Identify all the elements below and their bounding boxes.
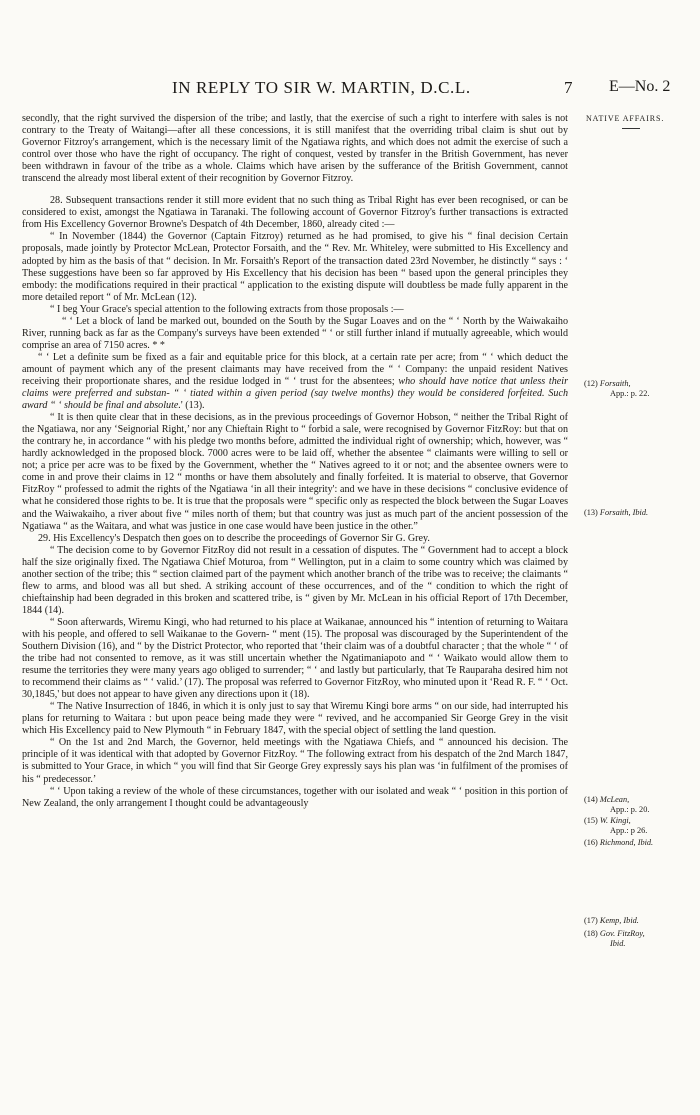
quoted-paragraph: “ On the 1st and 2nd March, the Governor, held meetings with the Ngatiawa Chiefs, and “ announced his decision. The principle of it was identical with that adopted by Governor FitzRoy. “ The following extract from his despatch of the 2nd March 1847, is submitted to Your Grace, in which “ you will find that Sir George Grey expressly says his plan was ‘in fulfilment of the promises of his “ predecessor.’ (22, 737, 568, 785)
margin-rule (622, 128, 640, 129)
note-source: Richmond, Ibid. (599, 838, 654, 847)
margin-note (584, 508, 694, 518)
page-header (0, 78, 700, 102)
quoted-paragraph: “ Soon afterwards, Wiremu Kingi, who had returned to his place at Waikanae, announced his “ intention of returning to Waitara with his people, and offered to sell Waikanae to the Govern- “ ment (15). The proposal was discouraged by the Superintendent of the Southern Division (16), and “ by the District Protector, who reported that ‘their claim was of a doubtful character ; that the whole “ ‘ of the tribe had not consented to remove, as it was still uncertain whether the Ngatimaniapoto and “ ‘ Waikato would allow them to resume the territories they were many years ago obliged to surrender; “ ‘ and lastly but particularly, that Te Rauparaha desired him not to recommend their claims as “ ‘ valid.’ (17). The proposal was referred to Governor FitzRoy, who minuted upon it ‘Read R. F. “ ‘ Oct. 30,1845,' but does not appear to have given any directions upon it (18). (22, 616, 568, 701)
margin-note (584, 795, 694, 814)
note-label: (13) (584, 508, 598, 517)
paragraph: 29. His Excellency's Despatch then goes on to describe the proceedings of Governor Sir G. Grey. (38, 532, 430, 544)
quoted-paragraph: “ The Native Insurrection of 1846, in which it is only just to say that Wiremu Kingi bore arms “ on our side, had interrupted his plans for returning to Waitara : but upon peace being made they were “ revived, and he accompanied Sir George Grey in the visit which His Excellency paid to New Plymouth “ in February 1847, with the special object of settling the land question. (22, 701, 568, 737)
note-source: Kemp, Ibid. (599, 916, 639, 925)
paragraph: secondly, that the right survived the dispersion of the tribe; and lastly, that the exercise of such a right to interfere with sales is not contrary to the Treaty of Waitangi—after all these concessions, it is still manifest that the overriding tribal claim is shut out by Governor Fitzroy's arrangement, which is the necessary limit of the Ngatiawa rights, and which does not admit the exercise of such a control over those who have the right of occupancy. The right of conquest, vested by transfer in the British Government, has never been withdrawn in favour of the tribe as a whole. Claims which have arisen by the sufferance of the British Government, cannot transcend the already most liberal extent of their recognition by Governor Fitzroy. (22, 113, 568, 185)
note-detail: App.: p. 20. (610, 804, 650, 814)
note-detail: App.: p. 22. (610, 388, 650, 398)
document-reference: E—No. 2 (609, 78, 671, 95)
margin-note (584, 816, 694, 835)
margin-section-title: NATIVE AFFAIRS. (586, 114, 665, 123)
quoted-paragraph: “ The decision come to by Governor FitzRoy did not result in a cessation of disputes. The “ Government had to accept a block half the size originally fixed. The Ngatiawa Chief Moturoa, from “ Wellington, put in a claim to some country which was claimed by another section of the tribe; this “ section claimed part of the payment which another branch of the tribe was to receive; the claimants “ flew to arms, and blood was all but shed. A striking account of these occurrences, and of the “ condition to which the right of chieftainship had been degraded in this broken and scattered tribe, is “ given by Mr. McLean in his official Report of 17th December, 1844 (14). (22, 544, 568, 616)
paragraph-text: “ ‘ Let a definite sum be fixed as a fair and equitable price for this block, at a certain rate per acre; from “ ‘ which deduct the amount of payment which any of the present claimants may have received from the “ ‘ Company: the unpaid resident Natives receiving their proportionate shares, and the residue lodged in “ ‘ trust for the absentees; (22, 351, 568, 387)
note-source: McLean, (599, 795, 630, 804)
note-source: Forsaith, (599, 379, 631, 388)
quoted-paragraph: “ I beg Your Grace's special attention to the following extracts from those proposals :— (50, 303, 404, 315)
quoted-paragraph (22, 352, 568, 412)
note-label: (17) (584, 916, 598, 925)
paragraph-emphasis: who should have notice that unless their claims were preferred and substan- “ ‘ tiated within a given period (say twelve months) they would be considered forfeited. Such award “ ‘ should be final and absolute. (22, 375, 568, 412)
note-label: (14) (584, 795, 598, 804)
note-source: Forsaith, Ibid. (599, 508, 649, 517)
margin-note (584, 929, 694, 948)
page-number: 7 (564, 78, 573, 97)
margin-note (584, 916, 694, 926)
quoted-paragraph: “ ‘ Let a block of land be marked out, bounded on the South by the Sugar Loaves and on the “ ‘ North by the Waiwakaiho River, running back as far as the Company's surveys have been extended “ ‘ or still further inland if mutually agreeable, which would comprise an area of 7150 acres. * * (22, 315, 568, 351)
note-label: (16) (584, 838, 598, 847)
quoted-paragraph: “ In November (1844) the Governor (Captain Fitzroy) returned as he had promised, to give his “ final decision Certain proposals, made jointly by Protector McLean, Protector Forsaith, and the “ Rev. Mr. Whiteley, were submitted to His Excellency and adopted by him as the basis of that “ decision. In Mr. Forsaith's Report of the transaction dated 23rd November, he distinctly “ says : ‘ These suggestions have been so far approved by His Excellency that his decision has been “ based upon the general principles they embody: the modifications required in their practical “ application to the existing dispute will doubtless be made fully apparent in the more detailed report “ of Mr. McLean (12). (22, 231, 568, 303)
note-source: Gov. FitzRoy, (599, 929, 645, 938)
note-label: (18) (584, 929, 598, 938)
document-body (22, 113, 568, 810)
paragraph: 28. Subsequent transactions render it still more evident that no such thing as Tribal Right has ever been recognised, or can be considered to exist, amongst the Ngatiawa in Taranaki. The following account of Governor Fitzroy's further transactions is extracted from His Excellency Governor Browne's Despatch of 4th December, 1860, already cited :— (22, 195, 568, 231)
note-source: W. Kingi, (599, 816, 631, 825)
page-title: IN REPLY TO SIR W. MARTIN, D.C.L. (172, 78, 471, 97)
margin-note (584, 838, 694, 848)
quoted-paragraph: “ ‘ Upon taking a review of the whole of these circumstances, together with our isolated and weak “ ‘ position in this portion of New Zealand, the only arrangement I thought could be advantageously (22, 785, 568, 809)
note-detail: App.: p 26. (610, 825, 648, 835)
note-label: (12) (584, 379, 598, 388)
paragraph-tail: ' (13). (180, 400, 205, 412)
margin-note (584, 379, 694, 398)
note-label: (15) (584, 816, 598, 825)
note-detail: Ibid. (610, 938, 626, 948)
quoted-paragraph: “ It is then quite clear that in these decisions, as in the previous proceedings of Governor Hobson, “ neither the Tribal Right of the Ngatiawa, nor any ‘Seignorial Right,’ nor any Chieftain Right to “ forbid a sale, were recognised by Governor FitzRoy: but that on the contrary he, in accordance “ with his pledge two months before, admitted the individual right of ownership; which, however, was “ hardly acknowledged in the proposed block. 7000 acres were to be laid off, whether the absentee “ claimants were willing to sell or not; a price per acre was to be fixed by the Government, whether the “ Natives agreed to it or not; and the absentee owners were to come in and prove their claims in 12 “ months or have them absolutely and finally forfeited. It is material to observe, that Governor FitzRoy “ professed to admit the rights of the Ngatiawa ‘in all their integrity': and we have in these decisions “ conclusive evidence of what he considered those rights to be. It is true that the proposals were “ specific only as respected the block between the Sugar Loaves and the Waiwakaiho, a river about five “ miles north of them; but that country was just as much part of the ancient possession of the Ngatiawa “ as the Waitara, and what was justice in one case would have been justice in the other.” (22, 412, 568, 532)
